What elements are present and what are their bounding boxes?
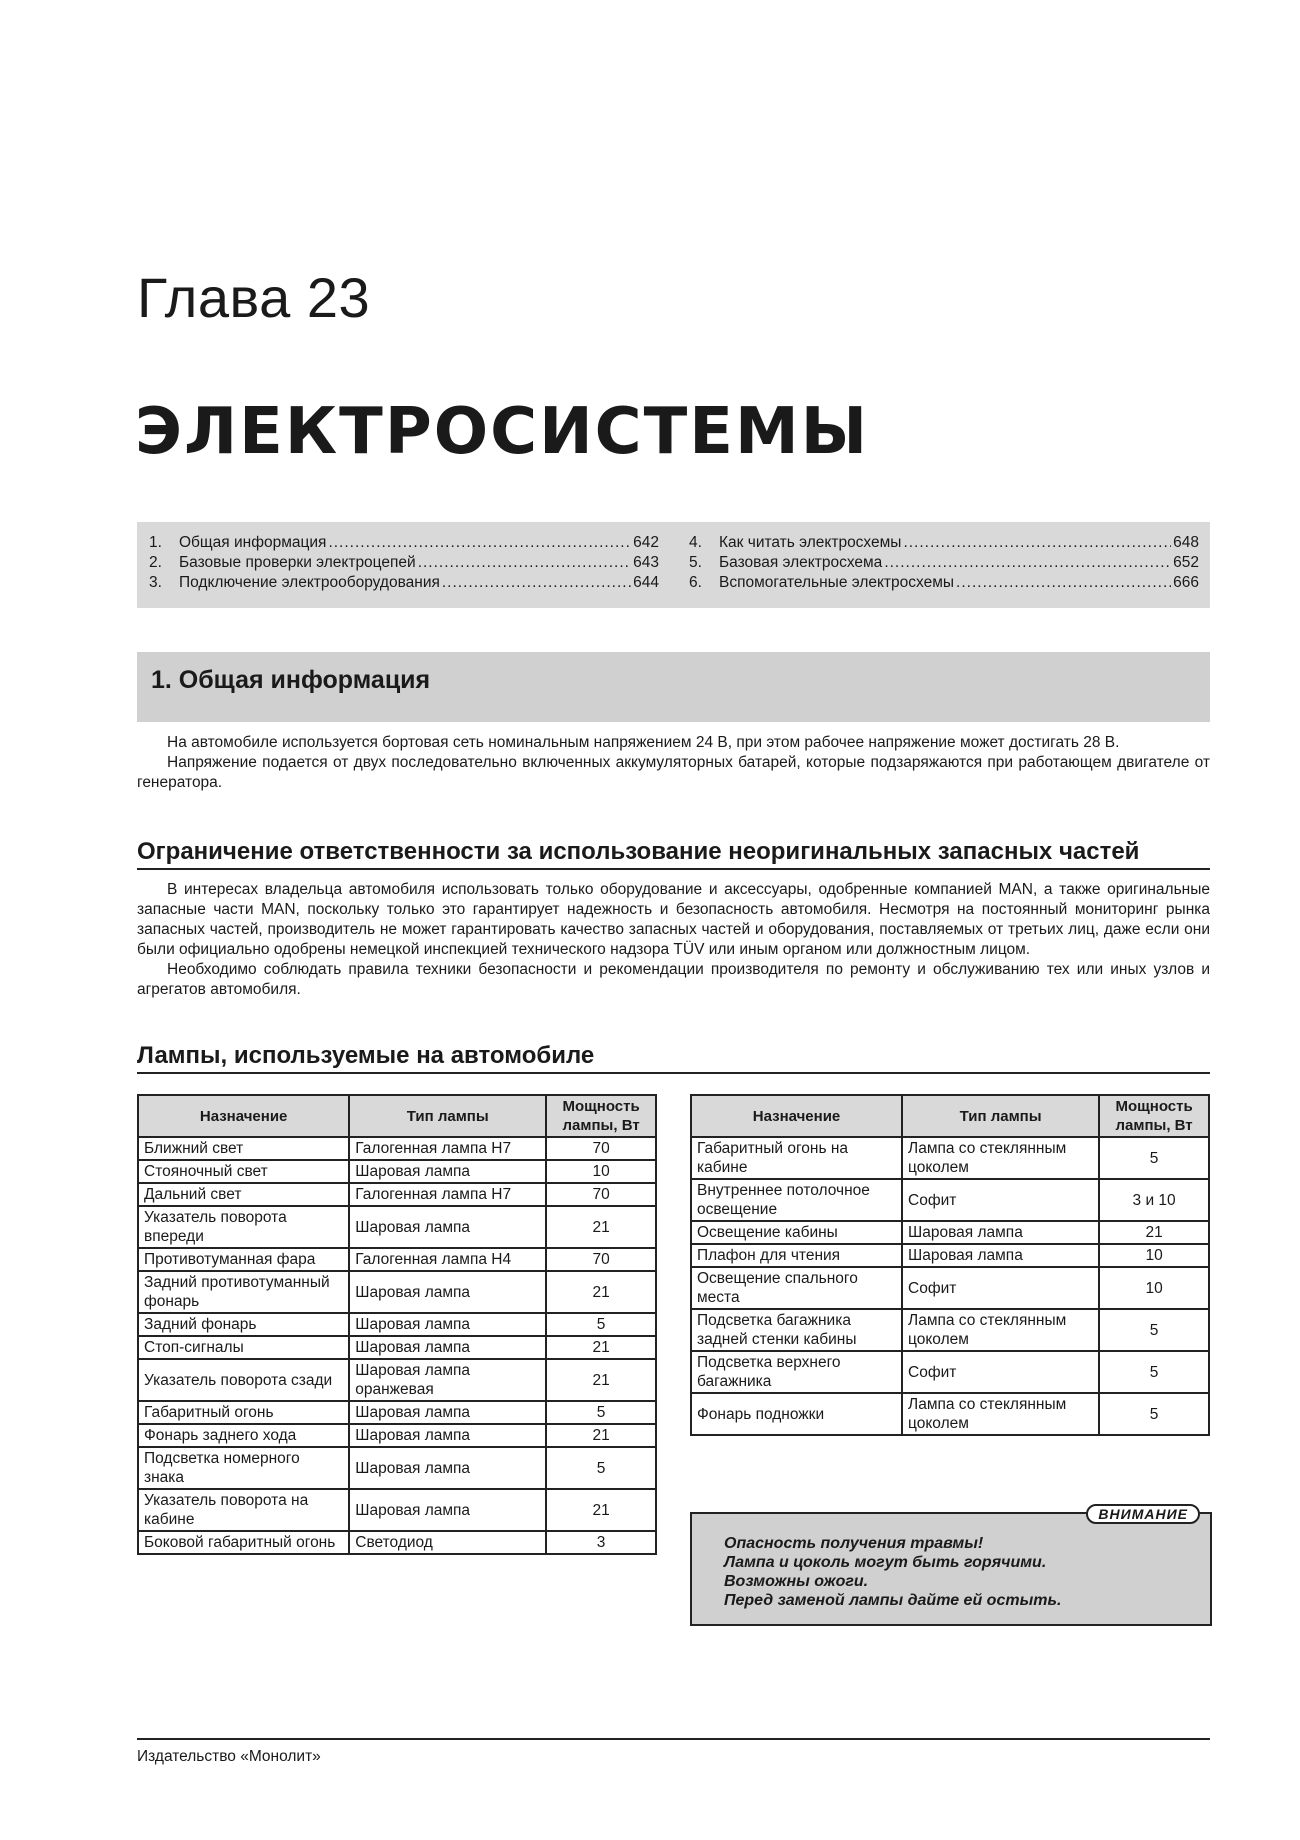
cell-power: 3 [546, 1531, 656, 1554]
table-row [138, 1359, 656, 1401]
cell-power: 5 [1099, 1137, 1209, 1179]
table-body [691, 1137, 1209, 1435]
cell-lamp-type: Шаровая лампа [349, 1160, 546, 1183]
warning-line: Опасность получения травмы! [724, 1535, 984, 1552]
cell-purpose: Ближний свет [138, 1137, 349, 1160]
cell-lamp-type: Галогенная лампа H7 [349, 1137, 546, 1160]
section-heading-general [137, 652, 1210, 722]
cell-lamp-type: Галогенная лампа H4 [349, 1248, 546, 1271]
cell-lamp-type: Лампа со стеклянным цоколем [902, 1309, 1099, 1351]
cell-power: 3 и 10 [1099, 1179, 1209, 1221]
table-body [138, 1137, 656, 1554]
cell-purpose: Внутреннее потолочное освещение [691, 1179, 902, 1221]
cell-lamp-type: Шаровая лампа [349, 1447, 546, 1489]
cell-power: 21 [1099, 1221, 1209, 1244]
toc-item[interactable]: 1. Общая информация ..... 642 [149, 533, 659, 553]
cell-lamp-type: Софит [902, 1267, 1099, 1309]
cell-power: 10 [1099, 1267, 1209, 1309]
table-row [138, 1336, 656, 1359]
cell-power: 5 [546, 1313, 656, 1336]
cell-power: 5 [1099, 1393, 1209, 1435]
table-row [138, 1183, 656, 1206]
table-row [138, 1206, 656, 1248]
table-row [138, 1401, 656, 1424]
table-header-row [691, 1095, 1209, 1137]
cell-purpose: Подсветка багажника задней стенки кабины [691, 1309, 902, 1351]
table-row [691, 1244, 1209, 1267]
cell-power: 70 [546, 1248, 656, 1271]
table-row [691, 1221, 1209, 1244]
cell-lamp-type: Шаровая лампа [349, 1206, 546, 1248]
cell-lamp-type: Шаровая лампа [349, 1401, 546, 1424]
cell-purpose: Дальний свет [138, 1183, 349, 1206]
column-header: Мощность лампы, Вт [546, 1095, 656, 1137]
toc-item[interactable]: 6. Вспомогательные электросхемы ..... 666 [689, 573, 1199, 593]
warning-line: Перед заменой лампы дайте ей остыть. [724, 1592, 1062, 1609]
cell-power: 5 [546, 1447, 656, 1489]
cell-power: 21 [546, 1424, 656, 1447]
cell-power: 21 [546, 1359, 656, 1401]
cell-lamp-type: Шаровая лампа оранжевая [349, 1359, 546, 1401]
table-row [138, 1489, 656, 1531]
table-row [691, 1393, 1209, 1435]
cell-lamp-type: Лампа со стеклянным цоколем [902, 1137, 1099, 1179]
toc-left-column [149, 533, 659, 593]
cell-lamp-type: Шаровая лампа [349, 1489, 546, 1531]
cell-power: 5 [546, 1401, 656, 1424]
cell-purpose: Стояночный свет [138, 1160, 349, 1183]
cell-purpose: Фонарь заднего хода [138, 1424, 349, 1447]
cell-purpose: Подсветка номерного знака [138, 1447, 349, 1489]
cell-lamp-type: Галогенная лампа H7 [349, 1183, 546, 1206]
cell-purpose: Освещение кабины [691, 1221, 902, 1244]
cell-purpose: Габаритный огонь [138, 1401, 349, 1424]
footer-publisher: Издательство «Монолит» [137, 1748, 321, 1765]
cell-purpose: Подсветка верхнего багажника [691, 1351, 902, 1393]
cell-power: 10 [1099, 1244, 1209, 1267]
cell-lamp-type: Шаровая лампа [349, 1271, 546, 1313]
paragraph: Напряжение подается от двух последовательно включенных аккумуляторных батарей, которые подзаряжаются при работающем двигателе от генератора. [137, 754, 1210, 791]
cell-power: 10 [546, 1160, 656, 1183]
cell-purpose: Фонарь подножки [691, 1393, 902, 1435]
table-header-row [138, 1095, 656, 1137]
section-general-text [137, 733, 1210, 793]
table-of-contents [137, 522, 1210, 608]
cell-lamp-type: Шаровая лампа [349, 1313, 546, 1336]
footer-divider [137, 1738, 1210, 1740]
toc-item[interactable]: 2. Базовые проверки электроцепей ..... 643 [149, 553, 659, 573]
paragraph: Необходимо соблюдать правила техники безопасности и рекомендации производителя по ремонту и обслуживанию тех или иных узлов и агрегатов автомобиля. [137, 961, 1210, 998]
cell-power: 21 [546, 1336, 656, 1359]
cell-power: 21 [546, 1206, 656, 1248]
table-row [138, 1424, 656, 1447]
warning-badge: ВНИМАНИЕ [1086, 1504, 1200, 1524]
cell-purpose: Задний фонарь [138, 1313, 349, 1336]
toc-item[interactable]: 5. Базовая электросхема ..... 652 [689, 553, 1199, 573]
warning-line: Лампа и цоколь могут быть горячими. [724, 1554, 1047, 1571]
table-row [691, 1267, 1209, 1309]
lamps-heading: Лампы, используемые на автомобиле [137, 1042, 1210, 1074]
cell-purpose: Габаритный огонь на кабине [691, 1137, 902, 1179]
column-header: Назначение [691, 1095, 902, 1137]
column-header: Тип лампы [902, 1095, 1099, 1137]
table-row [138, 1271, 656, 1313]
cell-purpose: Указатель поворота сзади [138, 1359, 349, 1401]
disclaimer-text [137, 880, 1210, 1000]
column-header: Мощность лампы, Вт [1099, 1095, 1209, 1137]
cell-purpose: Освещение спального места [691, 1267, 902, 1309]
cell-purpose: Плафон для чтения [691, 1244, 902, 1267]
warning-text [724, 1534, 1061, 1610]
cell-lamp-type: Софит [902, 1179, 1099, 1221]
table-row [691, 1179, 1209, 1221]
table-row [138, 1531, 656, 1554]
table-row [691, 1309, 1209, 1351]
cell-lamp-type: Шаровая лампа [902, 1221, 1099, 1244]
toc-item[interactable]: 3. Подключение электрооборудования ..... 644 [149, 573, 659, 593]
lamps-table-right [690, 1094, 1210, 1436]
table-row [138, 1248, 656, 1271]
cell-purpose: Боковой габаритный огонь [138, 1531, 349, 1554]
disclaimer-heading: Ограничение ответственности за использование неоригинальных запасных частей [137, 838, 1210, 870]
cell-power: 70 [546, 1137, 656, 1160]
warning-box [690, 1506, 1212, 1626]
cell-purpose: Указатель поворота впереди [138, 1206, 349, 1248]
paragraph: В интересах владельца автомобиля использовать только оборудование и аксессуары, одобренные компанией MAN, а также оригинальные запасные части MAN, поскольку только это гарантирует надежность и безопасность автомобиля. Несмотря на постоянный мониторинг рынка запасных частей, производитель не может гарантировать качество запасных частей и оборудования, поставляемых от третьих лиц, даже если они были официально одобрены немецкой инспекцией технического надзора TÜV или иным органом или должностным лицом. [137, 881, 1210, 958]
cell-power: 21 [546, 1271, 656, 1313]
paragraph: На автомобиле используется бортовая сеть номинальным напряжением 24 В, при этом рабочее напряжение может достигать 28 В. [167, 734, 1120, 751]
cell-power: 70 [546, 1183, 656, 1206]
column-header: Тип лампы [349, 1095, 546, 1137]
page-title: ЭЛЕКТРОСИСТЕМЫ [135, 395, 869, 469]
toc-right-column [689, 533, 1199, 593]
cell-power: 5 [1099, 1351, 1209, 1393]
cell-lamp-type: Лампа со стеклянным цоколем [902, 1393, 1099, 1435]
warning-line: Возможны ожоги. [724, 1573, 869, 1590]
cell-lamp-type: Софит [902, 1351, 1099, 1393]
column-header: Назначение [138, 1095, 349, 1137]
cell-lamp-type: Шаровая лампа [349, 1336, 546, 1359]
table-row [138, 1160, 656, 1183]
table-row [138, 1137, 656, 1160]
lamps-table-left [137, 1094, 657, 1555]
table-row [138, 1313, 656, 1336]
chapter-label: Глава 23 [137, 266, 371, 329]
table-row [691, 1137, 1209, 1179]
section-heading-text: 1. Общая информация [151, 666, 431, 694]
cell-power: 5 [1099, 1309, 1209, 1351]
table-row [138, 1447, 656, 1489]
cell-lamp-type: Шаровая лампа [349, 1424, 546, 1447]
cell-purpose: Указатель поворота на кабине [138, 1489, 349, 1531]
cell-power: 21 [546, 1489, 656, 1531]
cell-purpose: Стоп-сигналы [138, 1336, 349, 1359]
cell-lamp-type: Шаровая лампа [902, 1244, 1099, 1267]
cell-purpose: Противотуманная фара [138, 1248, 349, 1271]
cell-purpose: Задний противотуманный фонарь [138, 1271, 349, 1313]
cell-lamp-type: Светодиод [349, 1531, 546, 1554]
toc-item[interactable]: 4. Как читать электросхемы ..... 648 [689, 533, 1199, 553]
table-row [691, 1351, 1209, 1393]
